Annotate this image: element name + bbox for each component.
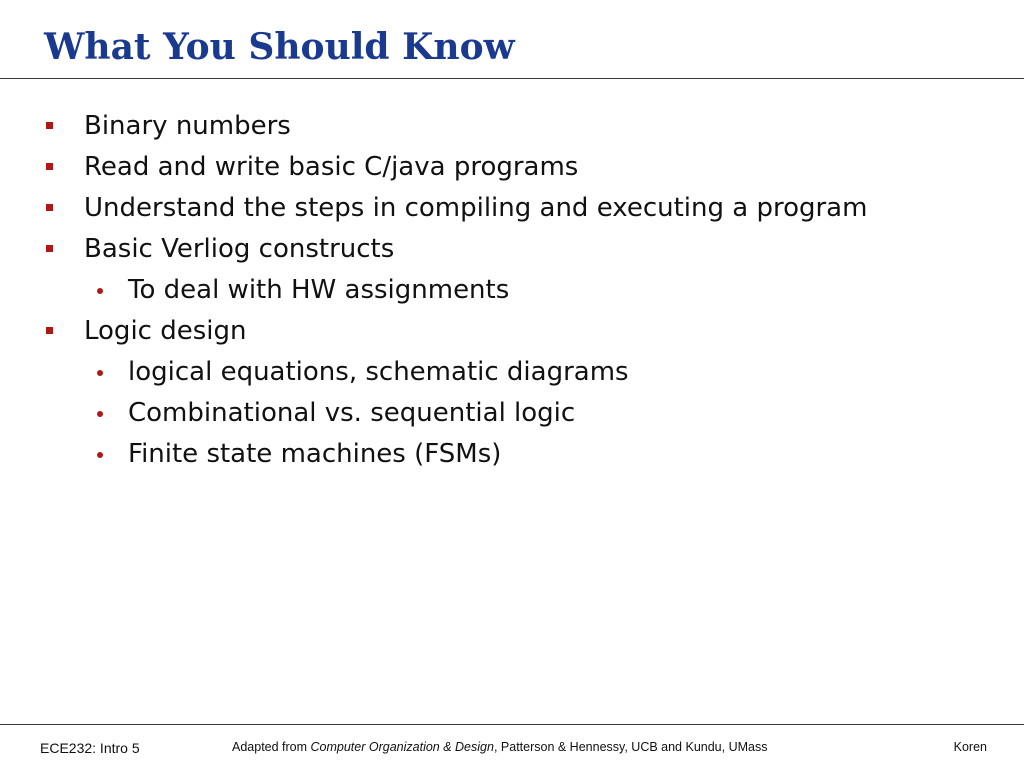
- bullet-item: [0, 145, 1024, 186]
- footer-credit-suffix: , Patterson & Hennessy, UCB and Kundu, UMass: [493, 740, 768, 754]
- bullet-text: Binary numbers: [84, 111, 291, 141]
- round-bullet-icon: [97, 452, 103, 458]
- bullet-text: Basic Verliog constructs: [84, 234, 395, 264]
- bullet-text: Understand the steps in compiling and executing a program: [84, 193, 868, 223]
- sub-bullet-text: Combinational vs. sequential logic: [128, 398, 576, 428]
- square-bullet-icon: [46, 163, 53, 170]
- footer-course-label: ECE232: Intro 5: [40, 740, 140, 756]
- footer-divider: [0, 724, 1024, 725]
- slide-title: What You Should Know: [44, 26, 515, 68]
- sub-bullet-text: To deal with HW assignments: [128, 275, 510, 305]
- sub-bullet-item: [0, 268, 1024, 309]
- footer-credit-book-title: Computer Organization & Design: [310, 740, 494, 754]
- bullet-item: [0, 227, 1024, 268]
- footer-credit-prefix: Adapted from: [232, 740, 311, 754]
- square-bullet-icon: [46, 327, 53, 334]
- footer-author: Koren: [953, 740, 987, 754]
- sub-bullet-item: [0, 432, 1024, 473]
- sub-bullet-item: [0, 350, 1024, 391]
- bullet-item: [0, 186, 1024, 227]
- square-bullet-icon: [46, 122, 53, 129]
- bullet-text: Logic design: [84, 316, 247, 346]
- sub-bullet-item: [0, 391, 1024, 432]
- square-bullet-icon: [46, 204, 53, 211]
- bullet-item: [0, 309, 1024, 350]
- round-bullet-icon: [97, 288, 103, 294]
- bullet-list: [0, 104, 1024, 473]
- bullet-item: [0, 104, 1024, 145]
- bullet-text: Read and write basic C/java programs: [84, 152, 579, 182]
- footer-credit: [232, 740, 767, 754]
- round-bullet-icon: [97, 411, 103, 417]
- round-bullet-icon: [97, 370, 103, 376]
- sub-bullet-text: logical equations, schematic diagrams: [128, 357, 629, 387]
- sub-bullet-text: Finite state machines (FSMs): [128, 439, 502, 469]
- square-bullet-icon: [46, 245, 53, 252]
- title-divider: [0, 78, 1024, 79]
